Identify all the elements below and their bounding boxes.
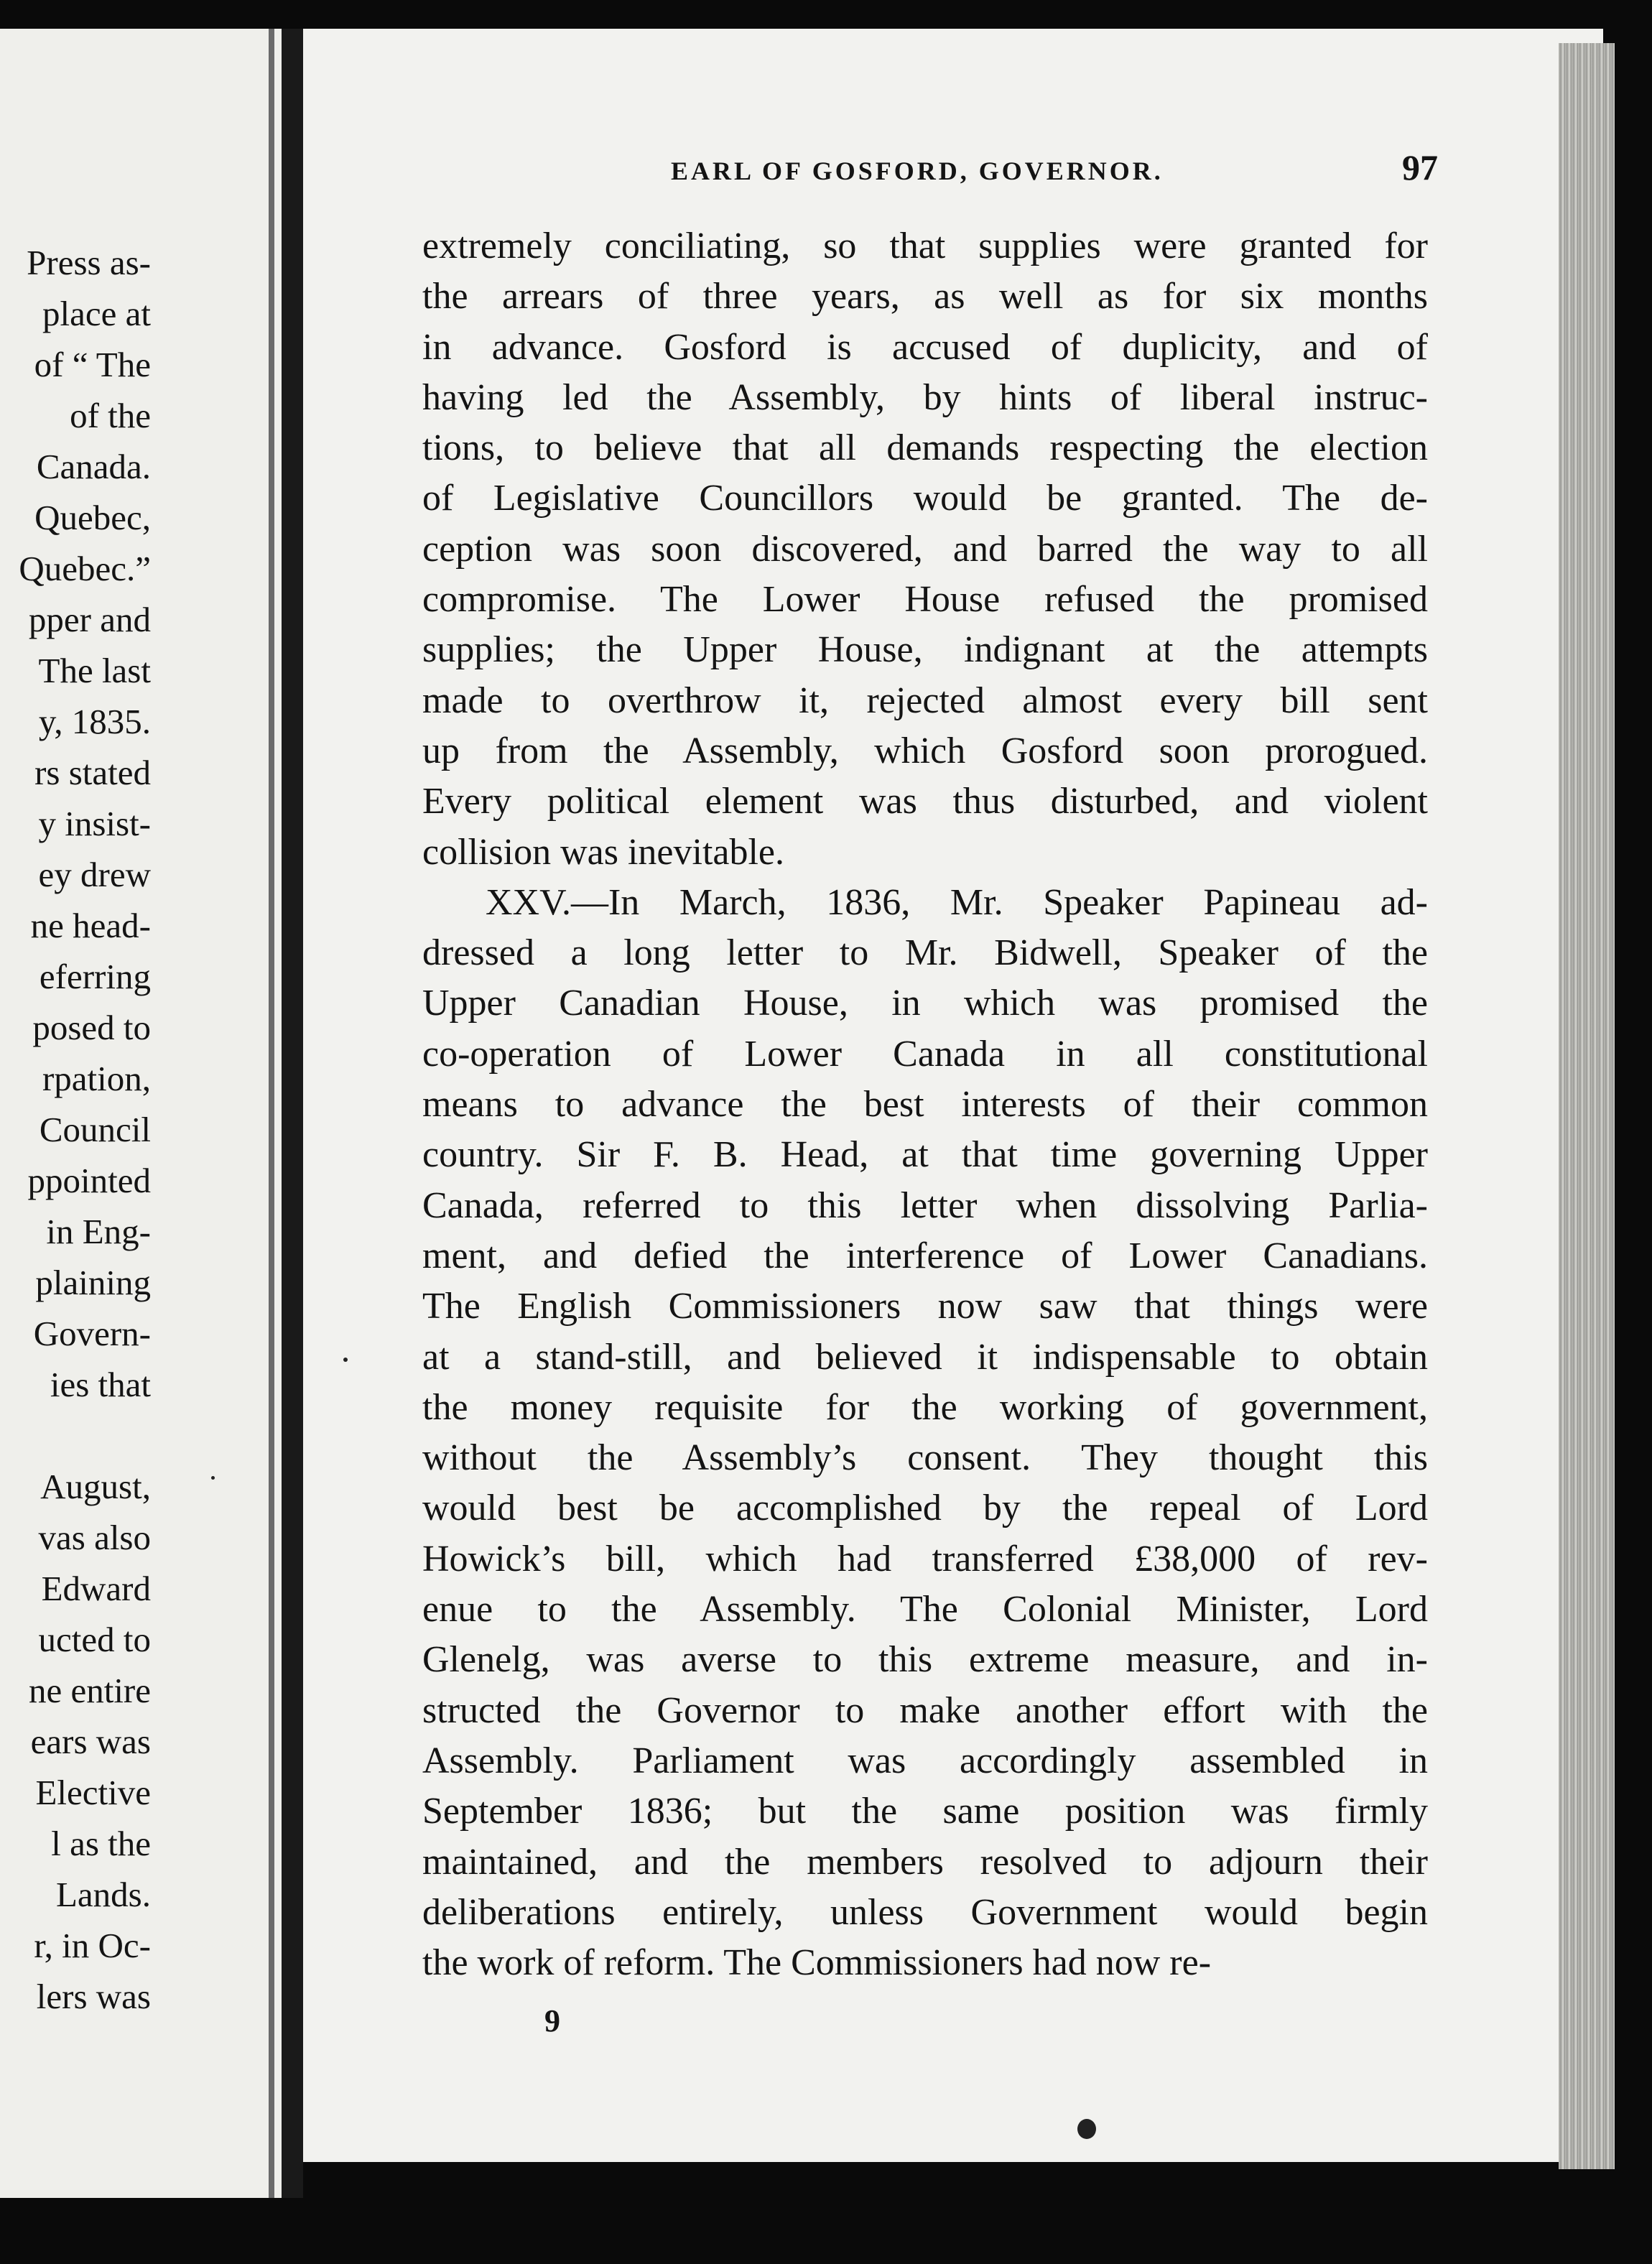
page-stack-edge [1559, 43, 1615, 2169]
previous-page-line: Council [39, 1110, 151, 1149]
text-line: compromise. The Lower House refused the promised [422, 579, 1428, 621]
previous-page-line: rs stated [34, 753, 151, 792]
previous-page-line: of the [70, 396, 151, 435]
previous-page-text [0, 237, 151, 2022]
previous-page-line: y insist- [38, 804, 151, 843]
text-line: extremely conciliating, so that supplies were granted for [422, 226, 1428, 266]
previous-page-line: of “ The [34, 345, 151, 384]
previous-page-line: ears was [30, 1722, 151, 1761]
previous-page-line: vas also [38, 1518, 151, 1557]
previous-page-line: pper and [28, 600, 151, 639]
text-line: Glenelg, was averse to this extreme measure, and in- [422, 1639, 1428, 1681]
scan-border [1615, 43, 1652, 2264]
text-line: September 1836; but the same position was firmly [422, 1791, 1428, 1832]
previous-page-line: ies that [50, 1365, 151, 1404]
previous-page-line: Govern- [33, 1314, 151, 1353]
text-line: of Legislative Councillors would be granted. The de- [422, 478, 1428, 519]
ink-speck [343, 1358, 348, 1362]
text-line: Assembly. Parliament was accordingly assembled in [422, 1740, 1428, 1781]
previous-page-line: eferring [39, 957, 151, 996]
previous-page-line: ne entire [28, 1671, 151, 1710]
previous-page-line: ucted to [38, 1620, 151, 1659]
text-line: the money requisite for the working of government, [422, 1386, 1428, 1428]
previous-page-line: August, [40, 1467, 151, 1506]
previous-page-fragment [0, 29, 282, 2198]
text-line: Canada, referred to this letter when dissolving Parlia- [422, 1184, 1428, 1226]
previous-page-line: in Eng- [46, 1212, 151, 1251]
text-line: structed the Governor to make another effort with the [422, 1689, 1428, 1731]
text-line: dressed a long letter to Mr. Bidwell, Speaker of the [422, 932, 1428, 974]
page-number: 97 [1402, 147, 1438, 187]
text-line: without the Assembly’s consent. They thought this [422, 1437, 1428, 1479]
previous-page-line: ppointed [27, 1161, 151, 1200]
text-line: in advance. Gosford is accused of duplicity, and of [422, 326, 1428, 368]
ink-speck [1077, 2119, 1096, 2139]
previous-page-line: Quebec, [34, 498, 151, 537]
text-line: tions, to believe that all demands respecting the election [422, 427, 1428, 469]
text-line: enue to the Assembly. The Colonial Minister, Lord [422, 1589, 1428, 1630]
text-line: means to advance the best interests of their common [422, 1084, 1428, 1126]
text-line: co-operation of Lower Canada in all constitutional [422, 1033, 1428, 1075]
text-line: Howick’s bill, which had transferred £38,000 of rev- [422, 1538, 1428, 1579]
previous-page-line: l as the [51, 1824, 151, 1863]
previous-page-line: Elective [35, 1773, 151, 1812]
previous-page-line: posed to [32, 1008, 151, 1047]
previous-page-line: lers was [36, 1977, 151, 2016]
text-line: The English Commissioners now saw that things were [422, 1286, 1428, 1327]
text-line: made to overthrow it, rejected almost every bill sent [422, 679, 1428, 721]
previous-page-line: r, in Oc- [34, 1926, 151, 1965]
previous-page-line: Canada. [36, 447, 151, 486]
previous-page-line: Edward [41, 1569, 151, 1608]
previous-page-line: y, 1835. [38, 702, 151, 741]
text-line: deliberations entirely, unless Government would begin [422, 1891, 1428, 1933]
ink-speck [211, 1476, 215, 1480]
text-line: up from the Assembly, which Gosford soon prorogued. [422, 730, 1428, 771]
previous-page-line: rpation, [42, 1059, 151, 1098]
text-line: ment, and defied the interference of Lower Canadians. [422, 1235, 1428, 1276]
running-head [361, 147, 1438, 188]
previous-page-line: ne head- [30, 906, 151, 945]
text-line: having led the Assembly, by hints of liberal instruc- [422, 376, 1428, 418]
previous-page-line: The last [38, 651, 151, 690]
previous-page-line [0, 1410, 151, 1461]
previous-page-line: plaining [35, 1263, 151, 1302]
book-gutter [282, 29, 303, 2198]
signature-mark: 9 [544, 2003, 560, 2038]
text-line: Every political element was thus disturbed, and violent [422, 781, 1428, 822]
paragraph-start-line: XXV.—In March, 1836, Mr. Speaker Papineau ad- [486, 881, 1428, 923]
previous-page-line: ey drew [38, 855, 151, 894]
text-line: collision was inevitable. [422, 831, 785, 873]
page-body-text [422, 221, 1428, 1988]
text-line: Upper Canadian House, in which was promised the [422, 983, 1428, 1024]
previous-page-line: Press as- [27, 243, 151, 282]
previous-page-line: Lands. [56, 1875, 151, 1914]
text-line: ception was soon discovered, and barred the way to all [422, 528, 1428, 570]
text-line: would best be accomplished by the repeal of Lord [422, 1488, 1428, 1529]
text-line: the work of reform. The Commissioners had now re- [422, 1942, 1212, 1984]
text-line: at a stand-still, and believed it indispensable to obtain [422, 1336, 1428, 1378]
previous-page-line: Quebec.” [19, 549, 151, 588]
text-line: maintained, and the members resolved to adjourn their [422, 1841, 1428, 1883]
text-line: country. Sir F. B. Head, at that time governing Upper [422, 1134, 1428, 1176]
text-line: supplies; the Upper House, indignant at the attempts [422, 629, 1428, 671]
gutter-edge [269, 29, 274, 2198]
previous-page-line: place at [42, 294, 151, 333]
text-line: the arrears of three years, as well as for six months [422, 276, 1428, 317]
running-head-title: EARL OF GOSFORD, GOVERNOR. [671, 157, 1164, 185]
